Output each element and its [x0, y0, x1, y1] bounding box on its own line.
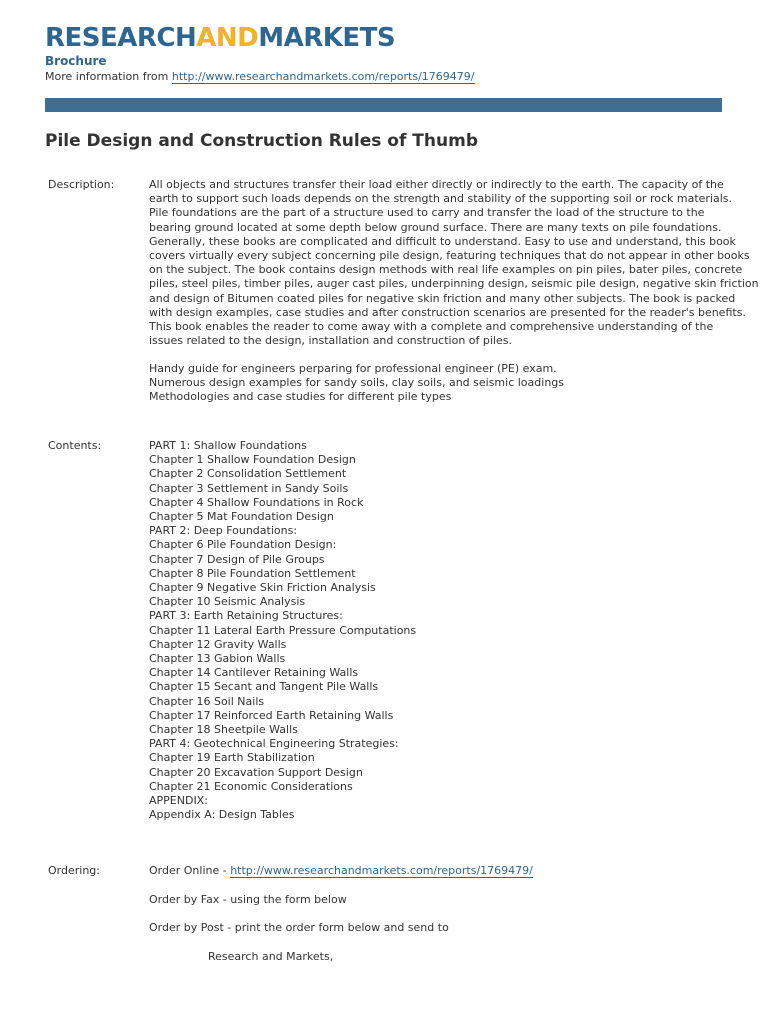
address-line: Research and Markets, [208, 950, 334, 963]
description-line: earth to support such loads depends on the strength and stability of the supporting soil or rock materials. [149, 192, 733, 206]
contents-item: Chapter 1 Shallow Foundation Design [149, 453, 356, 467]
more-info [45, 69, 475, 84]
brochure-label: Brochure [45, 54, 107, 68]
highlight-item: Handy guide for engineers perparing for professional engineer (PE) exam. [149, 362, 557, 375]
report-link[interactable]: http://www.researchandmarkets.com/reports/1769479/ [171, 70, 475, 83]
contents-item: PART 4: Geotechnical Engineering Strategies: [149, 737, 399, 751]
description-line: on the subject. The book contains design methods with real life examples on pin piles, bater piles, concrete [149, 263, 743, 277]
contents-item: APPENDIX: [149, 794, 208, 808]
logo-part-research: RESEARCH [45, 23, 197, 53]
description-line: Generally, these books are complicated and difficult to understand. Easy to use and understand, this book [149, 234, 736, 248]
document-title: Pile Design and Construction Rules of Thumb [45, 131, 478, 151]
contents-item: Appendix A: Design Tables [149, 808, 295, 822]
header-divider-bar [45, 98, 722, 112]
logo-part-markets: MARKETS [258, 23, 396, 53]
contents-item: Chapter 9 Negative Skin Friction Analysis [149, 581, 376, 595]
description-line: with design examples, case studies and after construction scenarios are presented for the reader's benefits. [149, 305, 746, 319]
contents-item: Chapter 17 Reinforced Earth Retaining Walls [149, 708, 394, 722]
description-label: Description: [48, 178, 115, 191]
contents-label: Contents: [48, 439, 102, 452]
description-line: issues related to the design, installation and construction of piles. [149, 334, 512, 348]
contents-item: Chapter 11 Lateral Earth Pressure Computations [149, 623, 417, 637]
contents-item: Chapter 2 Consolidation Settlement [149, 467, 347, 481]
ordering-label: Ordering: [48, 864, 100, 877]
description-line: piles, steel piles, timber piles, auger cast piles, underpinning design, seismic pile design, negative skin friction [149, 277, 759, 291]
description-line: This book enables the reader to come away with a complete and comprehensive understanding of the [149, 320, 714, 334]
contents-item: Chapter 4 Shallow Foundations in Rock [149, 495, 364, 509]
contents-item: Chapter 13 Gabion Walls [149, 652, 286, 666]
contents-item: PART 3: Earth Retaining Structures: [149, 609, 343, 623]
contents-item: PART 2: Deep Foundations: [149, 524, 298, 538]
order-online-prefix: Order Online - [149, 864, 231, 877]
contents-item: Chapter 12 Gravity Walls [149, 637, 287, 651]
logo-part-and: AND [196, 23, 259, 53]
highlight-item: Methodologies and case studies for different pile types [149, 390, 452, 404]
highlights-list [149, 362, 727, 405]
order-online [149, 864, 533, 878]
order-post: Order by Post - print the order form below and send to [149, 921, 449, 934]
contents-item: Chapter 8 Pile Foundation Settlement [149, 566, 356, 580]
description-line: All objects and structures transfer their load either directly or indirectly to the earth. The capacity of the [149, 178, 724, 191]
description-text [149, 178, 759, 348]
highlight-item: Numerous design examples for sandy soils, clay soils, and seismic loadings [149, 376, 564, 390]
contents-item: Chapter 19 Earth Stabilization [149, 751, 315, 765]
contents-list [149, 439, 727, 822]
contents-item: Chapter 7 Design of Pile Groups [149, 552, 325, 566]
contents-item: Chapter 16 Soil Nails [149, 694, 265, 708]
contents-item: Chapter 10 Seismic Analysis [149, 595, 306, 609]
contents-item: Chapter 18 Sheetpile Walls [149, 723, 298, 737]
contents-item: Chapter 21 Economic Considerations [149, 779, 353, 793]
order-fax: Order by Fax - using the form below [149, 893, 347, 906]
description-line: and design of Bitumen coated piles for negative skin friction and many other subjects. The book is packed [149, 291, 736, 305]
contents-item: PART 1: Shallow Foundations [149, 439, 307, 452]
more-info-prefix: More information from [45, 70, 172, 83]
contents-item: Chapter 3 Settlement in Sandy Soils [149, 481, 349, 495]
contents-item: Chapter 15 Secant and Tangent Pile Walls [149, 680, 379, 694]
description-line: Pile foundations are the part of a structure used to carry and transfer the load of the structure to the [149, 206, 705, 220]
contents-item: Chapter 6 Pile Foundation Design: [149, 538, 337, 552]
description-line: covers virtually every subject concerning pile design, featuring techniques that do not appear in other books [149, 249, 750, 263]
order-online-link[interactable]: http://www.researchandmarkets.com/reports/1769479/ [230, 864, 533, 877]
contents-item: Chapter 14 Cantilever Retaining Walls [149, 666, 359, 680]
contents-item: Chapter 20 Excavation Support Design [149, 765, 363, 779]
description-line: bearing ground located at some depth below ground surface. There are many texts on pile foundations. [149, 220, 722, 234]
logo [45, 22, 395, 54]
contents-item: Chapter 5 Mat Foundation Design [149, 510, 334, 524]
